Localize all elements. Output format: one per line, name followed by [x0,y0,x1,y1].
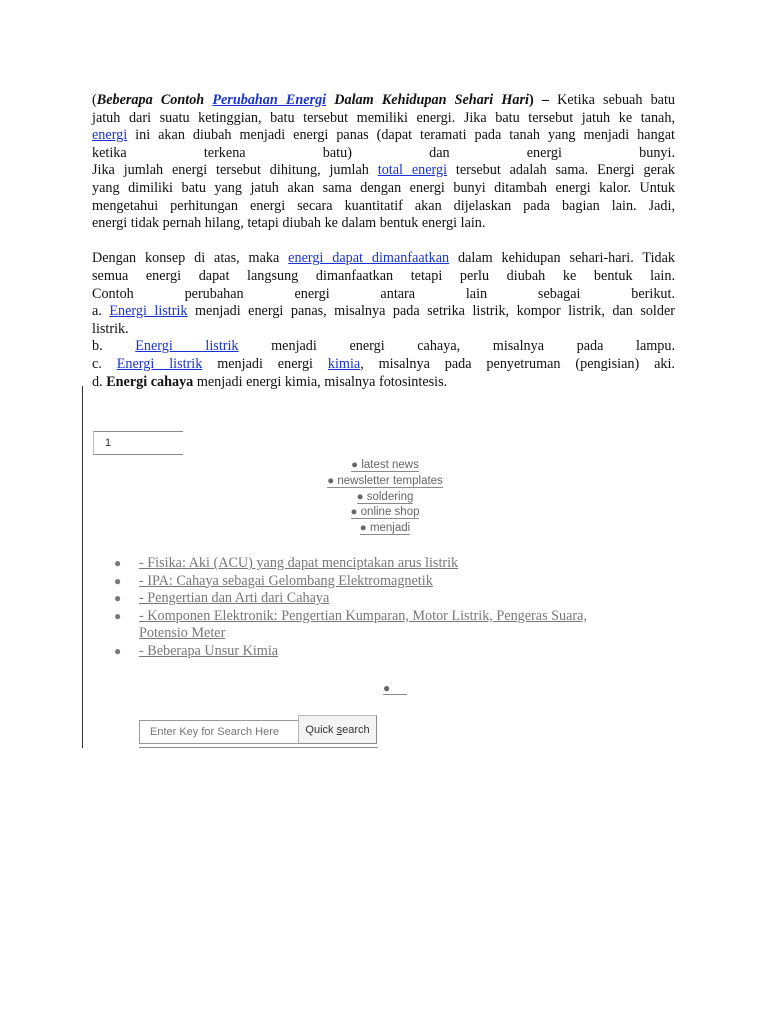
bullet-icon: ● [350,506,358,519]
related-post-link-cahaya-gelombang[interactable]: - IPA: Cahaya sebagai Gelombang Elektromagnetik [139,572,433,589]
p1-line-6: yang dimiliki batu yang jatuh akan sama dengan energi bunyi ditambah energi kalor. Untuk [92,179,675,196]
search-underline [139,747,378,748]
bullet-icon: ● [359,522,367,535]
link-perubahan-energi[interactable]: Perubahan Energi [212,92,327,108]
page-number-box[interactable]: 1 [93,431,183,455]
related-post-item [114,608,654,643]
p1-line-5: Jika jumlah energi tersebut dihitung, jumlah total energi tersebut adalah sama. Energi gerak [92,162,675,179]
tag-item [250,521,520,537]
bullet-icon: ● [114,573,122,588]
related-posts-list [114,555,654,661]
bullet-icon: ● [351,459,359,471]
bullet-icon: ● [114,608,122,623]
p1-line-7: mengetahui perhitungan energi secara kuantitatif akan dijelaskan pada bagian lain. Jadi, [92,197,675,214]
bullet-icon: ● [114,591,122,606]
tag-list [250,458,520,537]
article-body [92,92,675,391]
p2-item-a: a. Energi listrik menjadi energi panas, misalnya pada setrika listrik, kompor listrik, dan solder [92,303,675,320]
p1-line-2: jatuh dari suatu ketinggian, batu tersebut memiliki energi. Jika batu tersebut jatuh ke tanah, [92,109,675,126]
left-divider-line [82,386,83,748]
empty-list-item[interactable] [383,682,407,695]
link-total-energi[interactable]: total energi [377,162,448,179]
search-form [139,715,378,748]
tag-link-menjadi[interactable]: ● menjadi [359,522,411,535]
tag-link-soldering[interactable]: ● soldering [356,490,414,503]
article-paragraph-1 [92,92,675,233]
related-post-link-unsur-kimia[interactable]: - Beberapa Unsur Kimia [139,642,279,659]
tag-item [250,458,520,474]
p2-item-b: b. Energi listrik menjadi energi cahaya, misalnya pada lampu. [92,338,676,355]
bullet-icon: ● [356,490,364,503]
link-energi[interactable]: energi [92,127,128,144]
related-post-item [114,590,654,608]
tag-item [250,490,520,506]
link-energi-dapat-dimanfaatkan[interactable]: energi dapat dimanfaatkan [288,250,450,267]
related-post-link-pengertian-cahaya[interactable]: - Pengertian dan Arti dari Cahaya [139,590,330,607]
p2-line-1: Dengan konsep di atas, maka energi dapat dimanfaatkan dalam kehidupan sehari-hari. Tidak [92,250,675,267]
related-post-link-komponen-elektronik[interactable]: - Komponen Elektronik: Pengertian Kumparan, Motor Listrik, Pengeras Suara, Potensio Meter [139,607,587,642]
p1-line-3: energi ini akan diubah menjadi energi panas (dapat teramati pada tanah yang menjadi hangat [92,127,675,144]
related-post-item [114,573,654,591]
p2-line-3: Contoh perubahan energi antara lain sebagai berikut. [92,285,675,302]
energi-cahaya-bold: Energi cahaya [106,373,194,390]
intro-text-b: Dalam Kehidupan Sehari Hari [326,92,529,108]
article-paragraph-2 [92,250,675,391]
link-energi-listrik-a[interactable]: Energi listrik [109,303,188,320]
search-input[interactable] [139,720,299,744]
link-energi-listrik-b[interactable]: Energi listrik [135,338,239,355]
intro-text-a: Beberapa Contoh [96,92,213,108]
p2-item-d: d. Energi cahaya menjadi energi kimia, misalnya fotosintesis. [92,373,448,390]
bullet-icon: ● [327,474,335,487]
related-post-item [114,643,654,661]
tag-link-online-shop[interactable]: ● online shop [350,506,420,519]
bullet-icon: ● [114,556,122,570]
quick-search-button[interactable]: Quick search [298,715,377,744]
tag-link-newsletter-templates[interactable]: ● newsletter templates [327,474,443,487]
related-post-link-aki[interactable]: - Fisika: Aki (ACU) yang dapat menciptakan arus listrik [139,555,459,571]
tag-link-latest-news[interactable]: ● latest news [351,459,419,471]
link-kimia[interactable]: kimia [327,355,361,372]
p1-line-1: (Beberapa Contoh Perubahan Energi Dalam Kehidupan Sehari Hari) – Ketika sebuah batu [92,92,676,108]
p1-line-4: ketika terkena batu) dan energi bunyi. [92,144,675,161]
tag-item [250,474,520,490]
tag-item [250,505,520,521]
p1-line-8: energi tidak pernah hilang, tetapi diubah ke dalam bentuk energi lain. [92,215,486,232]
p2-item-c: c. Energi listrik menjadi energi kimia, misalnya pada penyetruman (pengisian) aki. [92,355,675,372]
bullet-icon: ● [383,681,391,695]
related-post-item [114,555,654,573]
p2-item-a-cont: listrik. [92,320,129,337]
p2-line-2: semua energi dapat langsung dimanfaatkan tetapi perlu diubah ke bentuk lain. [92,267,675,284]
link-energi-listrik-c[interactable]: Energi listrik [116,355,203,372]
bullet-icon: ● [114,643,122,658]
